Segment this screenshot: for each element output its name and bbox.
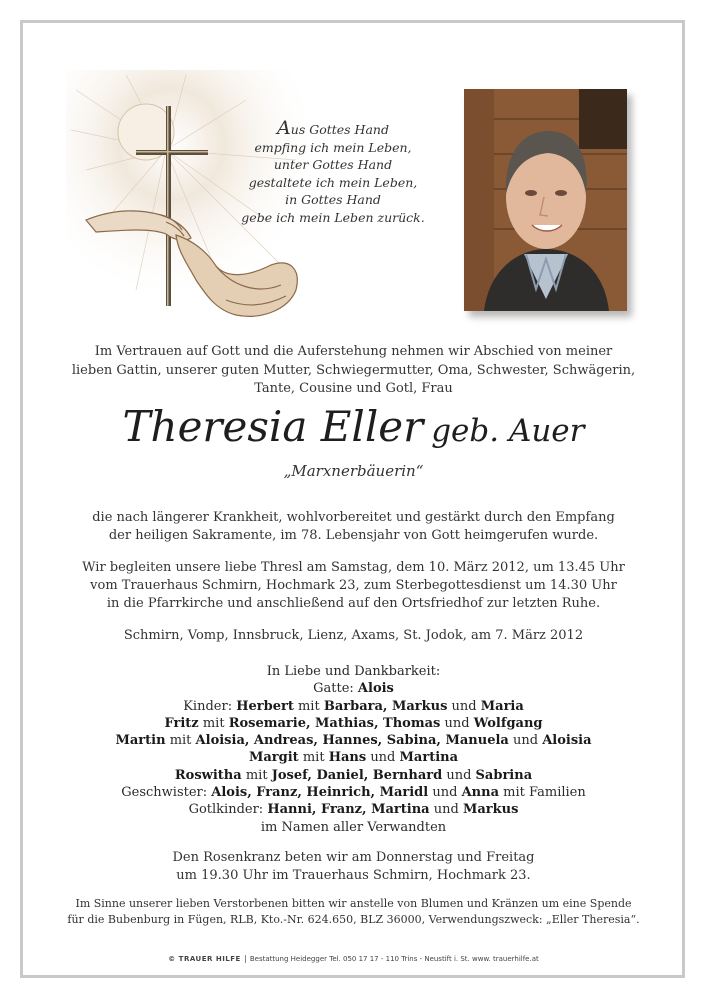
maiden-name: geb. Auer [431, 413, 585, 449]
funeral-line-1: Wir begleiten unsere liebe Thresl am Samstag, dem 10. März 2012, um 13.45 Uhr [82, 560, 625, 575]
poem-initial: A [277, 117, 291, 139]
funeral-text [60, 559, 647, 613]
mourner-child-5: Roswitha mit Josef, Daniel, Bernhard und Sabrina [174, 767, 533, 783]
donation-line-2: für die Bubenburg in Fügen, RLB, Kto.-Nr. 624.650, BLZ 36000, Verwendungszweck: „Eller Theresia“. [67, 913, 640, 926]
rosary-text [60, 849, 647, 885]
footer-divider [245, 955, 246, 963]
poem-line-3: unter Gottes Hand [273, 157, 393, 172]
poem-line-6: gebe ich mein Leben zurück. [241, 209, 425, 225]
intro-line-3: Tante, Cousine und Gotl, Frau [254, 381, 453, 396]
poem-line-5: in Gottes Hand [285, 192, 381, 207]
mourner-godchildren: Gotlkinder: Hanni, Franz, Martina und Markus [188, 802, 519, 818]
poem [228, 117, 438, 226]
mourner-child-2: Fritz mit Rosemarie, Mathias, Thomas und Wolfgang [164, 715, 543, 731]
mourner-siblings: Geschwister: Alois, Franz, Heinrich, Maridl und Anna mit Familien [121, 785, 586, 801]
footer-contact: Bestattung Heidegger Tel. 050 17 17 - 110 Trins - Neustift i. St. www. trauerhilfe.at [249, 955, 539, 963]
donation-text [60, 896, 647, 928]
place-date: Schmirn, Vomp, Innsbruck, Lienz, Axams, St. Jodok, am 7. März 2012 [123, 628, 584, 643]
intro-line-1: Im Vertrauen auf Gott und die Auferstehung nehmen wir Abschied von meiner [94, 344, 613, 359]
portrait-photo [464, 89, 627, 311]
passing-line-2: der heiligen Sakramente, im 78. Lebensjahr von Gott heimgerufen wurde. [108, 528, 599, 543]
mourners-heading: In Liebe und Dankbarkeit: [266, 664, 441, 679]
mourners-list [40, 663, 667, 836]
footer [0, 955, 707, 963]
mourner-spouse: Gatte: Alois [313, 681, 394, 697]
mourner-child-3: Martin mit Aloisia, Andreas, Hannes, Sabina, Manuela und Aloisia [115, 733, 592, 749]
passing-line-1: die nach längerer Krankheit, wohlvorbereitet und gestärkt durch den Empfang [92, 510, 615, 525]
poem-line-1: Aus Gottes Hand [277, 117, 389, 139]
poem-line-4: gestaltete ich mein Leben, [248, 174, 418, 190]
funeral-line-2: vom Trauerhaus Schmirn, Hochmark 23, zum Sterbegottesdienst um 14.30 Uhr [90, 578, 617, 593]
rosary-line-1: Den Rosenkranz beten wir am Donnerstag und Freitag [172, 850, 535, 865]
intro-line-2: lieben Gattin, unserer guten Mutter, Schwiegermutter, Oma, Schwester, Schwägerin, [71, 362, 636, 378]
farm-nickname: „Marxnerbäuerin“ [283, 462, 424, 480]
deceased-full-name: Theresia Eller [122, 402, 424, 451]
deceased-name [20, 402, 687, 451]
mourners-closing: im Namen aller Verwandten [260, 819, 447, 835]
rosary-line-2: um 19.30 Uhr im Trauerhaus Schmirn, Hochmark 23. [176, 868, 531, 883]
funeral-line-3: in die Pfarrkirche und anschließend auf den Ortsfriedhof zur letzten Ruhe. [106, 596, 601, 611]
footer-brand: © TRAUER HILFE [168, 955, 241, 963]
donation-line-1: Im Sinne unserer lieben Verstorbenen bitten wir anstelle von Blumen und Kränzen um eine Spende [75, 897, 632, 910]
poem-line-2: empfing ich mein Leben, [254, 139, 412, 155]
mourner-child-1: Kinder: Herbert mit Barbara, Markus und Maria [183, 698, 524, 714]
intro-text [60, 343, 647, 399]
mourner-child-4: Margit mit Hans und Martina [248, 750, 459, 766]
passing-text [60, 509, 647, 545]
